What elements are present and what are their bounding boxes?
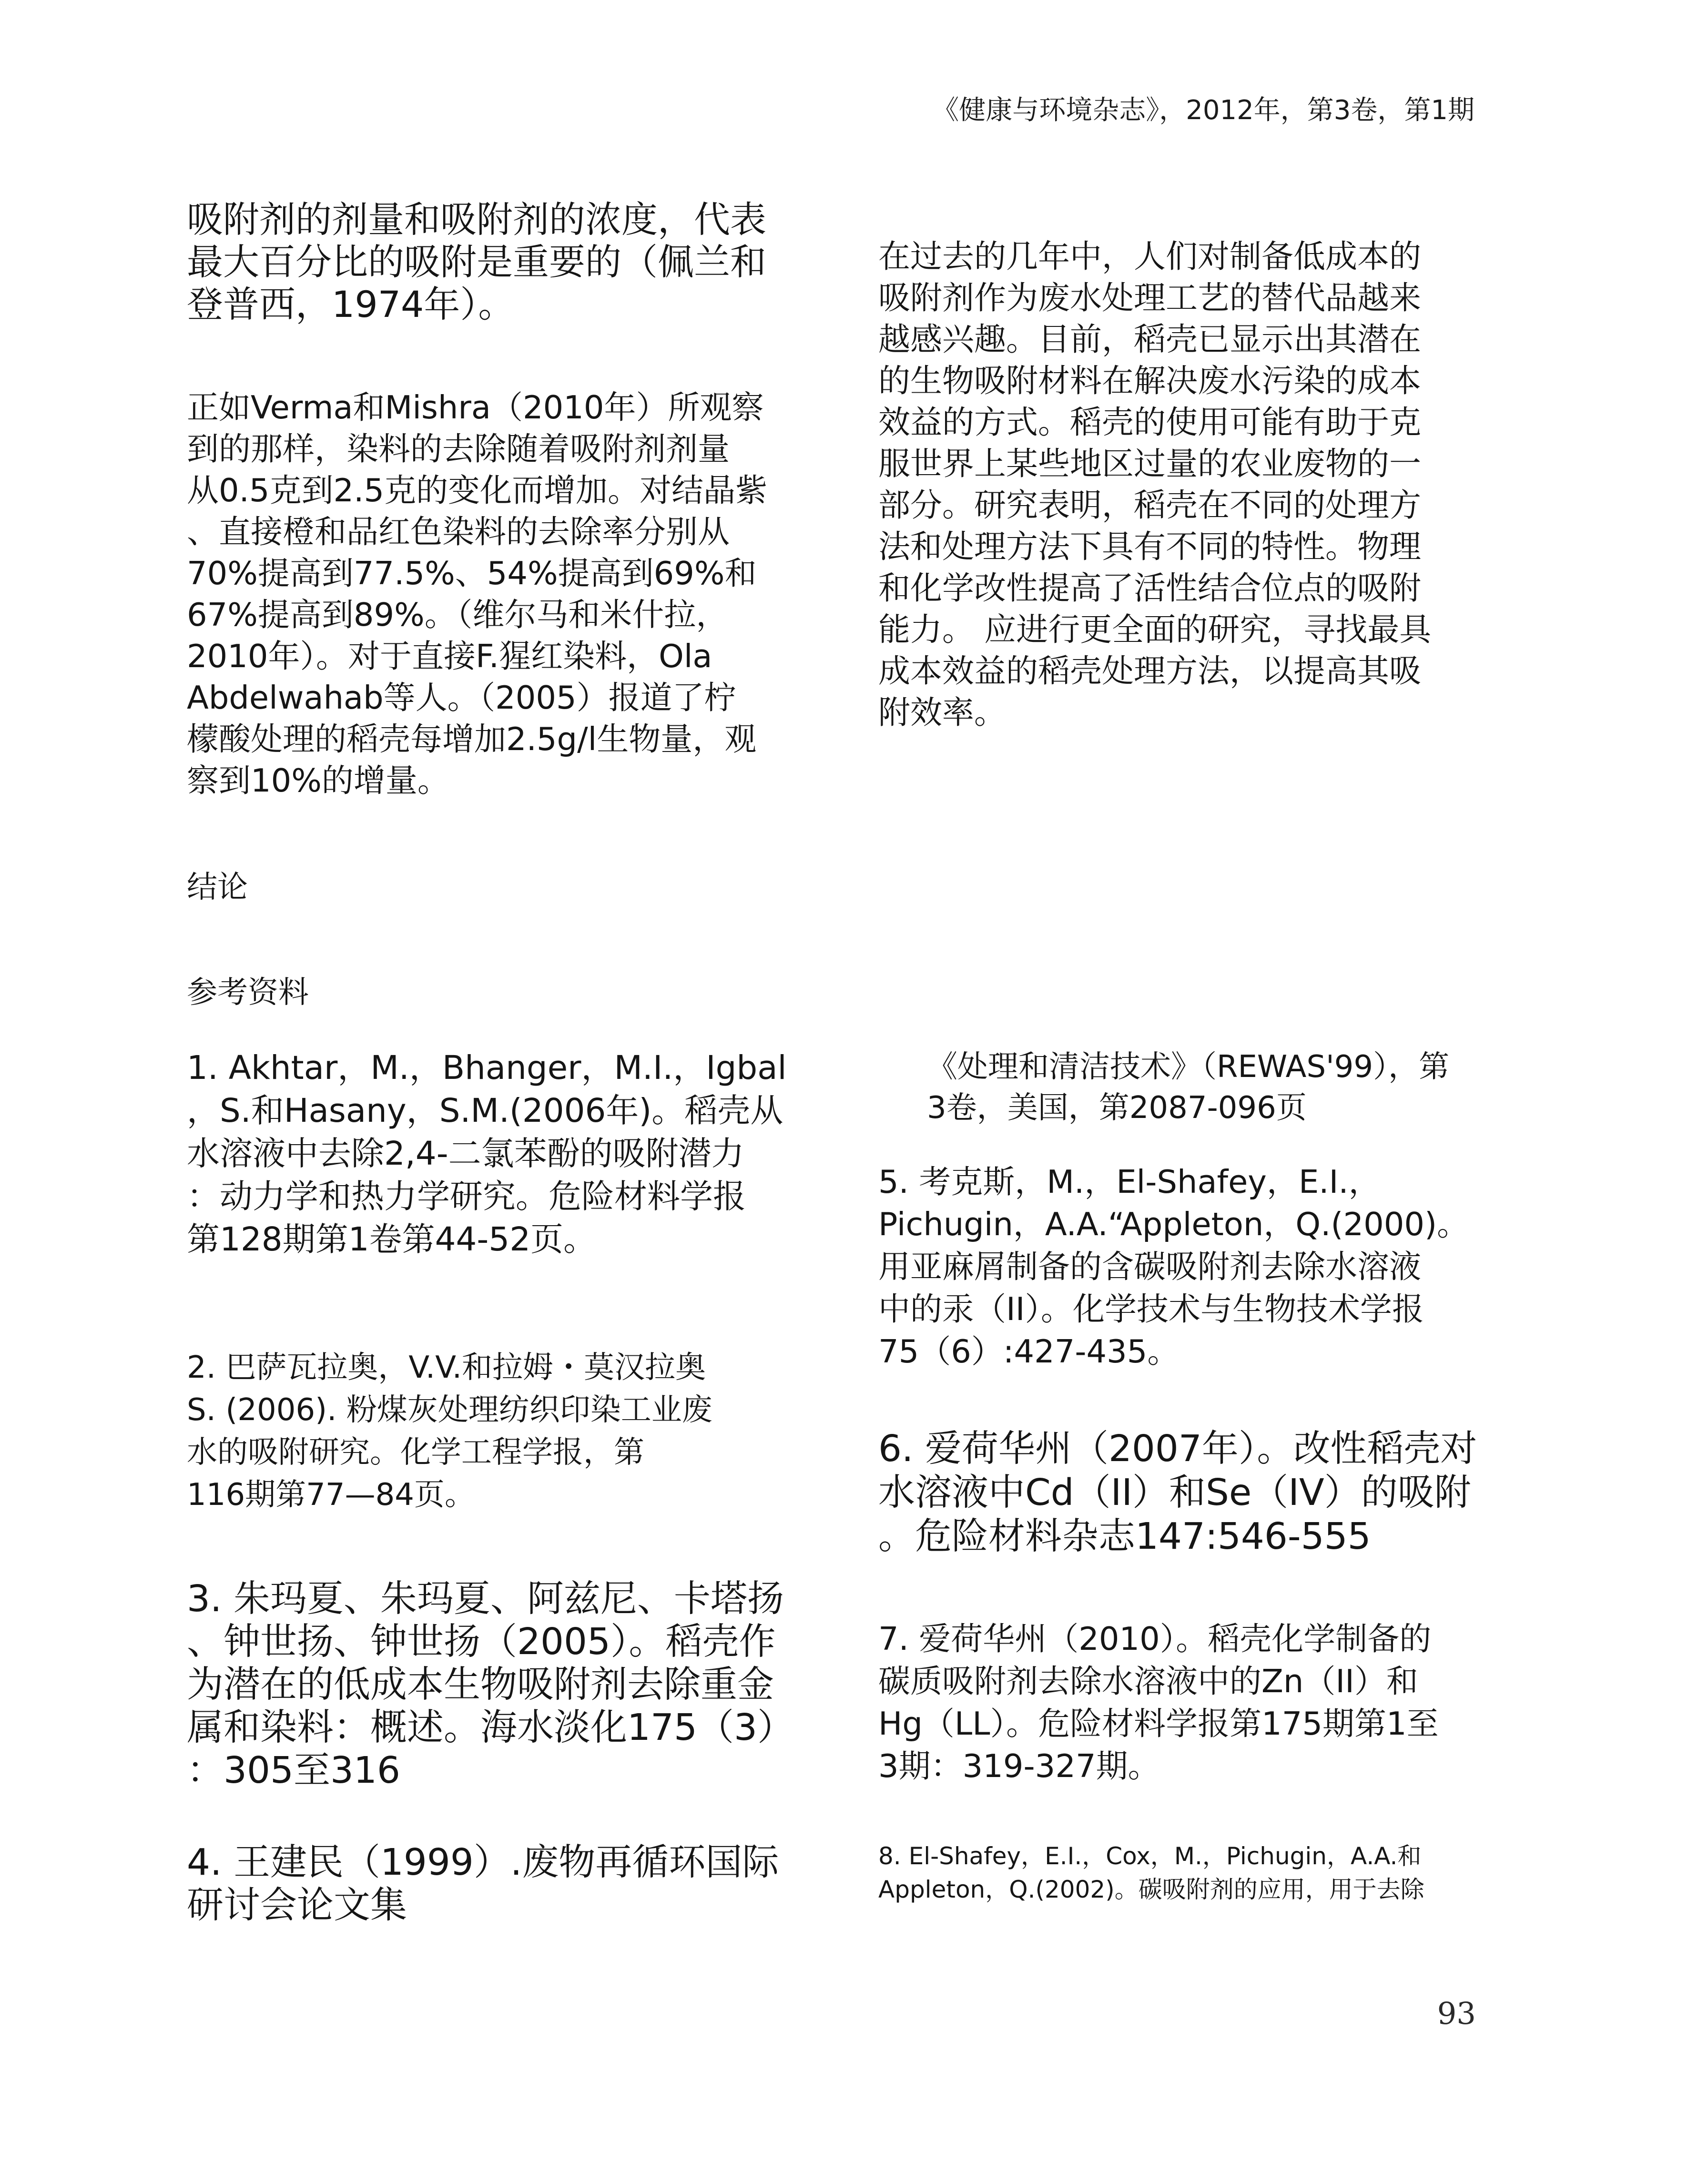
- reference-item-1: 1. Akhtar，M.，Bhanger，M.I.，Igbal ，S.和Hasany，S.M.(2006年)。稻壳从 水溶液中去除2,4-二氯苯酚的吸附潜力 ：动力学和热力学研究。危险材料学报 第128期第1卷第44-52页。: [187, 1049, 787, 1259]
- reference-item-3: 3. 朱玛夏、朱玛夏、阿兹尼、卡塔扬 、钟世扬、钟世扬（2005）。稻壳作 为潜在的低成本生物吸附剂去除重金 属和染料：概述。海水淡化175（3） ：305至316: [187, 1578, 794, 1792]
- reference-item-8: 8. El-Shafey，E.I.，Cox，M.，Pichugin，A.A.和 Appleton，Q.(2002)。碳吸附剂的应用，用于去除: [878, 1842, 1424, 1903]
- reference-item-5: 5. 考克斯，M.，El-Shafey，E.I.， Pichugin，A.A.“Appleton，Q.(2000)。 用亚麻屑制备的含碳吸附剂去除水溶液 中的汞（II）。化学技术与生物技术学报 75（6）:427-435。: [878, 1163, 1469, 1370]
- body-paragraph-dye-removal: 正如Verma和Mishra（2010年）所观察 到的那样，染料的去除随着吸附剂剂量 从0.5克到2.5克的变化而增加。对结晶紫 、直接橙和品红色染料的去除率分别从 70%提高到77.5%、54%提高到69%和 67%提高到89%。（维尔马和米什拉， 2010年）。对于直接F.猩红染料，Ola Abdelwahab等人。（2005）报道了柠 檬酸处理的稻壳每增加2.5g/l生物量，观 察到10%的增量。: [187, 389, 768, 799]
- reference-item-4-continued: 《处理和清洁技术》（REWAS'99），第 3卷，美国，第2087-096页: [927, 1049, 1450, 1126]
- reference-item-7: 7. 爱荷华州（2010）。稻壳化学制备的 碳质吸附剂去除水溶液中的Zn（II）和 Hg（LL）。危险材料学报第175期第1至 3期：319-327期。: [878, 1620, 1439, 1785]
- page-number: 93: [1437, 1996, 1476, 2032]
- reference-item-4: 4. 王建民（1999）.废物再循环国际 研讨会论文集: [187, 1841, 779, 1927]
- section-heading-conclusion: 结论: [187, 870, 248, 905]
- body-paragraph-adsorbent-dose: 吸附剂的剂量和吸附剂的浓度，代表 最大百分比的吸附是重要的（佩兰和 登普西，1974年）。: [187, 198, 766, 325]
- section-heading-references: 参考资料: [187, 975, 309, 1010]
- running-header: 《健康与环境杂志》，2012年，第3卷，第1期: [932, 95, 1474, 126]
- body-paragraph-low-cost-adsorbents: 在过去的几年中，人们对制备低成本的 吸附剂作为废水处理工艺的替代品越来 越感兴趣。目前，稻壳已显示出其潜在 的生物吸附材料在解决废水污染的成本 效益的方式。稻壳的使用可能有助于克 服世界上某些地区过量的农业废物的一 部分。研究表明，稻壳在不同的处理方 法和处理方法下具有不同的特性。物理 和化学改性提高了活性结合位点的吸附 能力。 应进行更全面的研究，寻找最具 成本效益的稻壳处理方法，以提高其吸 附效率。: [878, 238, 1432, 731]
- reference-item-6: 6. 爱荷华州（2007年）。改性稻壳对 水溶液中Cd（II）和Se（IV）的吸附 。危险材料杂志147:546-555: [878, 1428, 1477, 1558]
- reference-item-2: 2. 巴萨瓦拉奥，V.V.和拉姆・莫汉拉奥 S. (2006). 粉煤灰处理纺织印染工业废 水的吸附研究。化学工程学报，第 116期第77—84页。: [187, 1350, 712, 1513]
